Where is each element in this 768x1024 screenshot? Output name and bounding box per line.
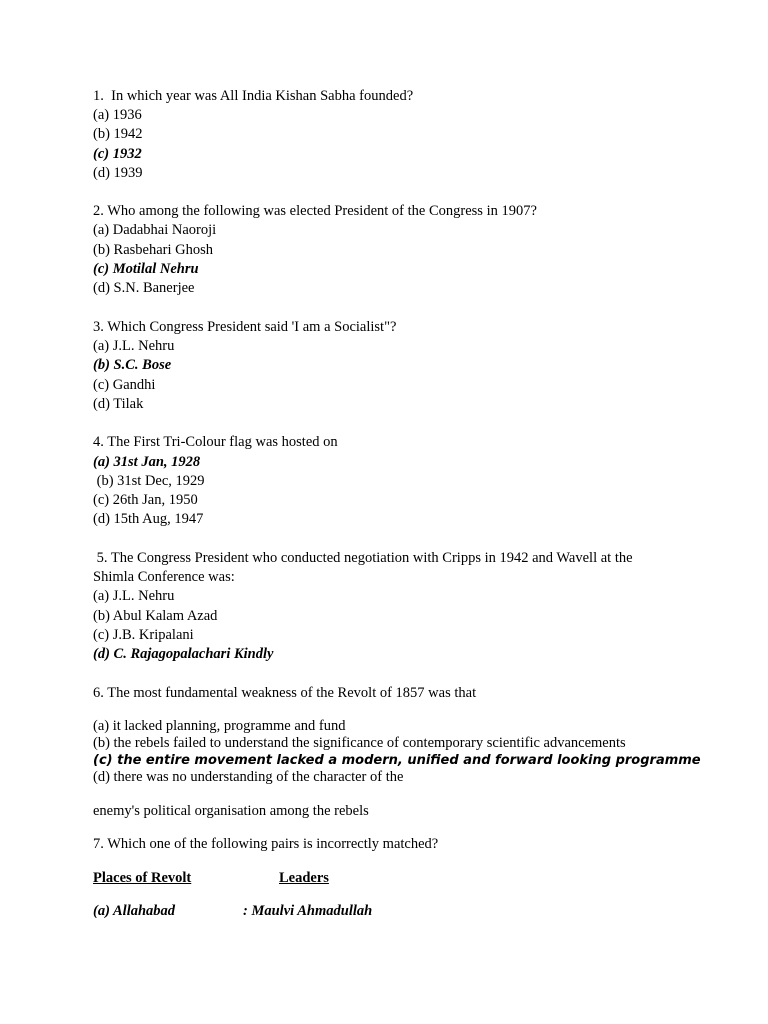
question-1-text: 1. In which year was All India Kishan Sabha founded? xyxy=(93,88,414,104)
question-3-option-d: (d) Tilak xyxy=(93,396,144,412)
question-2-option-d: (d) S.N. Banerjee xyxy=(93,280,195,296)
question-5-option-b: (b) Abul Kalam Azad xyxy=(93,608,218,624)
question-2-text: 2. Who among the following was elected President of the Congress in 1907? xyxy=(93,203,537,219)
question-3-option-a: (a) J.L. Nehru xyxy=(93,338,175,354)
question-5-option-a: (a) J.L. Nehru xyxy=(93,588,175,604)
question-5-text-line-2: Shimla Conference was: xyxy=(93,569,235,585)
question-3-option-b-answer: (b) S.C. Bose xyxy=(93,357,172,373)
question-3-text: 3. Which Congress President said 'I am a Socialist"? xyxy=(93,319,397,335)
question-1-option-c-answer: (c) 1932 xyxy=(93,146,142,162)
match-row-a-place: (a) Allahabad xyxy=(93,903,176,919)
question-1-option-a: (a) 1936 xyxy=(93,107,142,123)
question-2-option-c-answer: (c) Motilal Nehru xyxy=(93,261,199,277)
question-4-option-d: (d) 15th Aug, 1947 xyxy=(93,511,204,527)
question-6-option-a: (a) it lacked planning, programme and fund xyxy=(93,718,346,734)
question-6-text: 6. The most fundamental weakness of the Revolt of 1857 was that xyxy=(93,685,477,701)
column-header-places: Places of Revolt xyxy=(93,870,192,886)
question-7-text: 7. Which one of the following pairs is incorrectly matched? xyxy=(93,836,439,852)
match-row-a-leader: : Maulvi Ahmadullah xyxy=(243,903,373,919)
question-5-option-d-answer: (d) C. Rajagopalachari Kindly xyxy=(93,646,274,662)
question-2-option-a: (a) Dadabhai Naoroji xyxy=(93,222,217,238)
question-3-option-c: (c) Gandhi xyxy=(93,377,156,393)
question-1-option-b: (b) 1942 xyxy=(93,126,143,142)
question-4-option-c: (c) 26th Jan, 1950 xyxy=(93,492,198,508)
question-6-option-c-answer: (c) the entire movement lacked a modern, unified and forward looking programme xyxy=(93,753,701,768)
question-6-option-b: (b) the rebels failed to understand the significance of contemporary scientific advancements xyxy=(93,735,626,751)
column-header-leaders: Leaders xyxy=(279,870,329,886)
question-2-option-b: (b) Rasbehari Ghosh xyxy=(93,242,214,258)
question-5-option-c: (c) J.B. Kripalani xyxy=(93,627,194,643)
question-4-option-a-answer: (a) 31st Jan, 1928 xyxy=(93,454,201,470)
question-4-option-b: (b) 31st Dec, 1929 xyxy=(93,473,205,489)
question-1-option-d: (d) 1939 xyxy=(93,165,143,181)
question-6-option-d: (d) there was no understanding of the character of the xyxy=(93,769,404,785)
question-6-option-d-continuation: enemy's political organisation among the rebels xyxy=(93,803,369,819)
question-4-text: 4. The First Tri-Colour flag was hosted on xyxy=(93,434,338,450)
question-5-text-line-1: 5. The Congress President who conducted negotiation with Cripps in 1942 and Wavell at the xyxy=(93,550,633,566)
